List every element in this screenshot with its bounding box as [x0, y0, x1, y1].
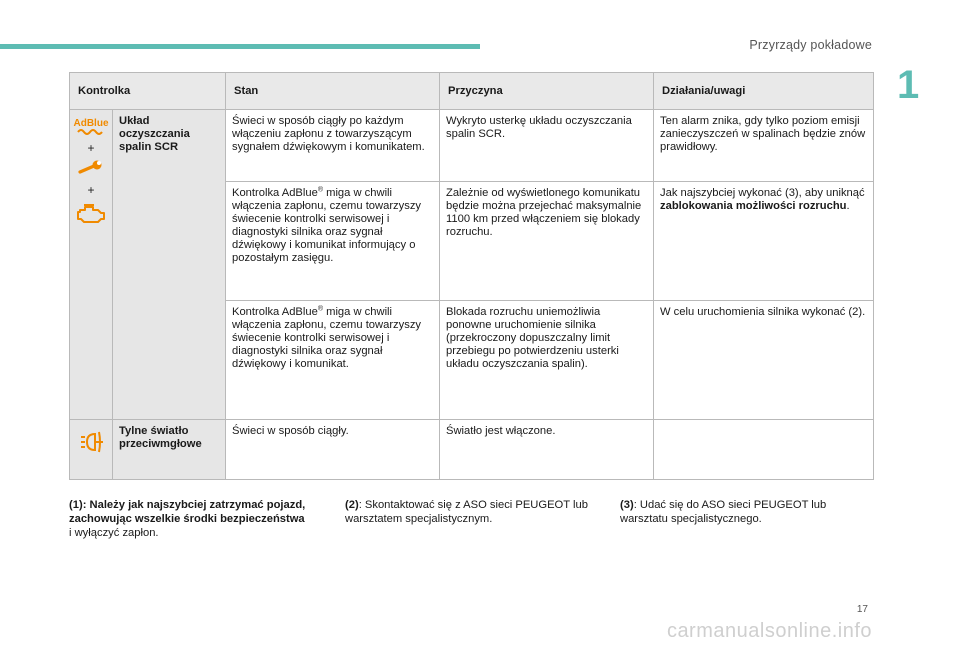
footnote-2 — [345, 498, 595, 526]
scr-system-name: Układ oczyszczania spalin SCR — [113, 110, 226, 420]
chapter-number: 1 — [897, 63, 920, 107]
column-header-przyczyna: Przyczyna — [440, 73, 654, 110]
rear-fog-name: Tylne światło przeciwmgłowe — [113, 420, 226, 480]
action-text: . — [846, 200, 850, 212]
section-title: Przyrządy pokładowe — [749, 38, 872, 52]
header-accent-bar — [0, 44, 480, 49]
adblue-warning-icon — [72, 116, 110, 136]
column-header-stan: Stan — [226, 73, 440, 110]
footnote-3-number: (3) — [620, 499, 634, 511]
column-header-kontrolka: Kontrolka — [70, 73, 226, 110]
cause-cell: Zależnie od wyświetlonego komunikatu będzie można przejechać maksymalnie 1100 km przed włączeniem się blokady rozruchu. — [440, 182, 654, 301]
action-text: Jak najszybciej wykonać (3), aby uniknąć — [660, 187, 865, 199]
column-header-dzialania: Działania/uwagi — [654, 73, 874, 110]
state-cell: Świeci w sposób ciągły. — [226, 420, 440, 480]
registered-mark: ® — [317, 186, 324, 194]
action-cell — [654, 420, 874, 480]
footnote-1-number: (1) — [69, 499, 83, 511]
adblue-icon-text: AdBlue — [73, 118, 109, 129]
registered-mark: ® — [317, 305, 324, 313]
action-cell: W celu uruchomienia silnika wykonać (2). — [654, 301, 874, 420]
state-text: Kontrolka AdBlue — [232, 187, 318, 199]
plus-sign: + — [87, 183, 95, 197]
action-cell: Ten alarm znika, gdy tylko poziom emisji zanieczyszczeń w spalinach będzie znów prawidłowy. — [654, 110, 874, 182]
footnote-3 — [620, 498, 870, 526]
state-text: Kontrolka AdBlue — [232, 306, 318, 318]
footnote-2-number: (2) — [345, 499, 359, 511]
rear-fog-light-icon — [75, 430, 107, 454]
footnote-3-text: : Udać się do ASO sieci PEUGEOT lub warsztatu specjalistycznego. — [620, 499, 827, 525]
watermark: carmanualsonline.info — [666, 620, 872, 642]
table-row — [70, 420, 874, 480]
engine-check-icon — [75, 202, 107, 226]
state-text: miga w chwili włączenia zapłonu, czemu towarzyszy świecenie kontrolki serwisowej i diagnostyki silnika oraz sygnał dźwiękowy i komunikat informujący o pozostałym zasięgu. — [232, 187, 422, 264]
wrench-service-icon — [77, 160, 105, 178]
action-bold-text: zablokowania możliwości rozruchu — [660, 200, 847, 212]
cause-cell: Światło jest włączone. — [440, 420, 654, 480]
footnote-1-bold-text: : Należy jak najszybciej zatrzymać pojazd, zachowując wszelkie środki bezpieczeństwa — [69, 499, 306, 525]
page-number: 17 — [856, 604, 868, 615]
warning-lights-table — [69, 72, 874, 480]
table-header-row — [70, 73, 874, 110]
footnote-1 — [69, 498, 309, 540]
table-row — [70, 110, 874, 182]
rear-fog-icon-cell — [70, 420, 113, 480]
action-cell — [654, 182, 874, 301]
plus-sign: + — [87, 141, 95, 155]
state-cell — [226, 182, 440, 301]
state-text: miga w chwili włączenia zapłonu, czemu towarzyszy świecenie kontrolki serwisowej i diagnostyki silnika oraz sygnał dźwiękowy i komunikat. — [232, 306, 422, 370]
cause-cell: Blokada rozruchu uniemożliwia ponowne uruchomienie silnika (przekroczony dopuszczalny limit przebiegu po potwierdzeniu usterki układu oczyszczania spalin). — [440, 301, 654, 420]
scr-icons-cell — [70, 110, 113, 420]
state-cell — [226, 301, 440, 420]
footnote-1-text: i wyłączyć zapłon. — [69, 527, 159, 539]
footnote-2-text: : Skontaktować się z ASO sieci PEUGEOT lub warsztatem specjalistycznym. — [345, 499, 588, 525]
state-cell: Świeci w sposób ciągły po każdym włączeniu zapłonu z towarzyszącym sygnałem dźwiękowym i komunikatem. — [226, 110, 440, 182]
cause-cell: Wykryto usterkę układu oczyszczania spalin SCR. — [440, 110, 654, 182]
